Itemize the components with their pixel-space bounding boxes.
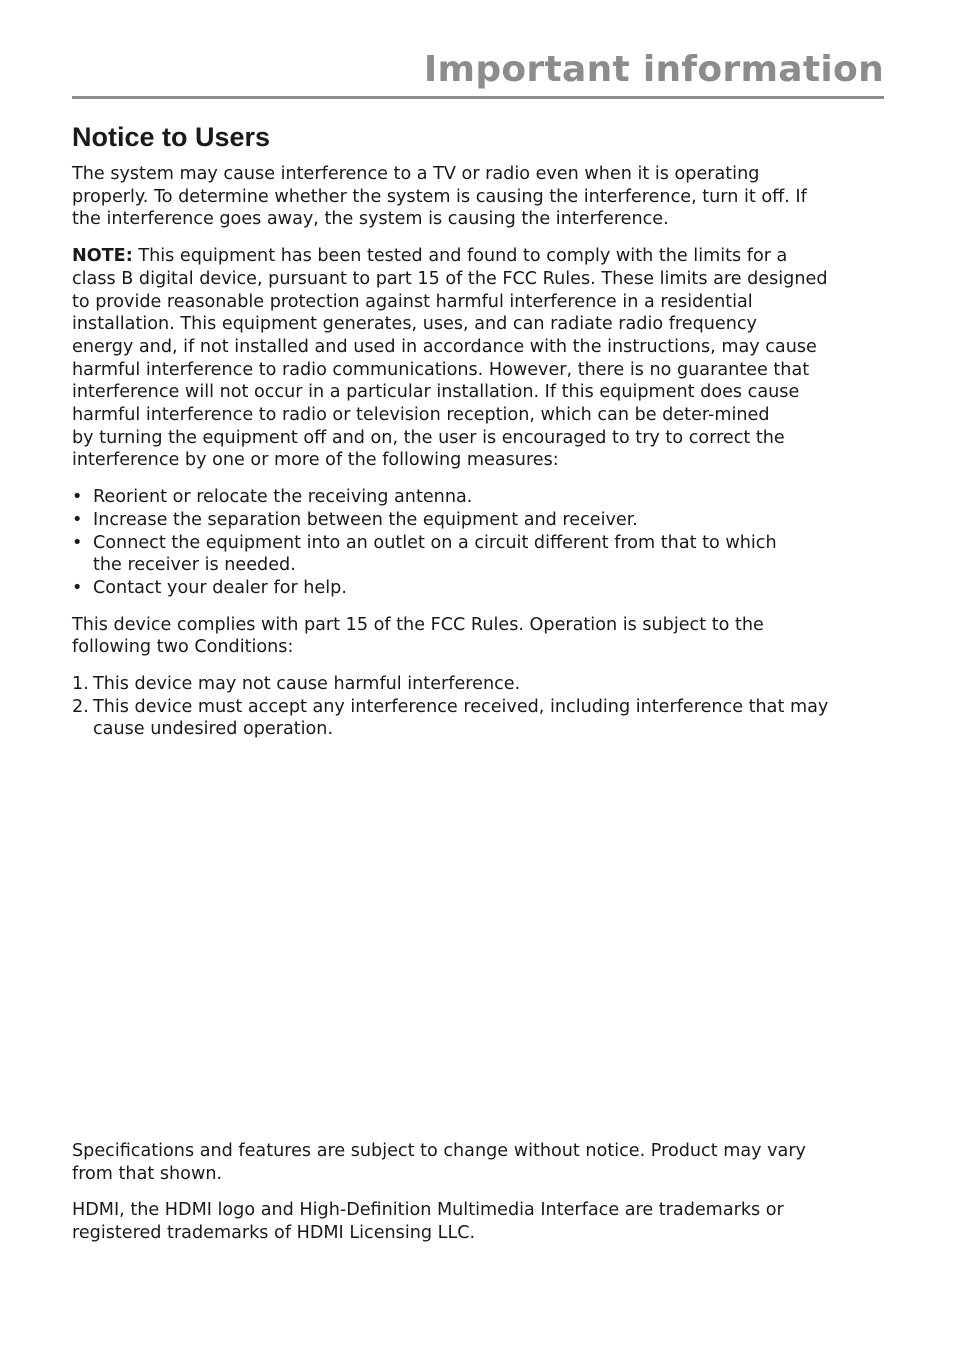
text-line: This device must accept any interference received, including interference that may <box>93 696 829 717</box>
note-paragraph <box>72 245 884 472</box>
list-item <box>72 486 884 509</box>
text-line: Contact your dealer for help. <box>93 577 347 598</box>
text-line: Increase the separation between the equipment and receiver. <box>93 509 638 530</box>
text-line: Reorient or relocate the receiving antenna. <box>93 487 473 508</box>
text-line: Connect the equipment into an outlet on a circuit different from that to which <box>93 532 777 553</box>
text-line: to provide reasonable protection against harmful interference in a residential <box>72 291 753 312</box>
notice-section <box>72 118 884 755</box>
text-line: harmful interference to radio or television reception, which can be deter-mined <box>72 405 770 426</box>
number-marker: 1. <box>72 674 89 695</box>
text-line: Specifications and features are subject to change without notice. Product may vary <box>72 1141 806 1161</box>
list-item <box>72 673 884 696</box>
text-line: energy and, if not installed and used in accordance with the instructions, may cause <box>72 336 817 357</box>
specs-paragraph <box>72 1140 884 1185</box>
text-line: the interference goes away, the system is causing the interference. <box>72 209 669 230</box>
list-item <box>72 577 884 600</box>
page-title: Important information <box>423 49 884 90</box>
text-line: harmful interference to radio communications. However, there is no guarantee that <box>72 359 810 380</box>
intro-paragraph <box>72 163 884 231</box>
text-line: HDMI, the HDMI logo and High-Definition Multimedia Interface are trademarks or <box>72 1200 784 1221</box>
text-line <box>72 245 884 268</box>
text-line: registered trademarks of HDMI Licensing LLC. <box>72 1223 476 1244</box>
text-line: cause undesired operation. <box>93 719 334 740</box>
page-header <box>72 44 884 99</box>
measures-list <box>72 486 884 600</box>
bullet-marker: • <box>72 487 83 508</box>
text-line: interference by one or more of the following measures: <box>72 450 559 471</box>
text-line: class B digital device, pursuant to part 15 of the FCC Rules. These limits are designed <box>72 268 828 289</box>
text-line: The system may cause interference to a TV or radio even when it is operating <box>72 164 760 184</box>
text-line: installation. This equipment generates, uses, and can radiate radio frequency <box>72 314 757 335</box>
text-line: This device complies with part 15 of the FCC Rules. Operation is subject to the <box>72 614 764 635</box>
note-text: This equipment has been tested and found to comply with the limits for a <box>132 246 788 267</box>
conditions-list <box>72 673 884 741</box>
list-item <box>72 696 884 741</box>
list-item <box>72 509 884 532</box>
list-item <box>72 532 884 577</box>
text-line: the receiver is needed. <box>93 555 296 576</box>
bullet-marker: • <box>72 577 83 598</box>
text-line: properly. To determine whether the system is causing the interference, turn it off. If <box>72 186 807 207</box>
text-line: This device may not cause harmful interference. <box>93 674 521 695</box>
text-line: following two Conditions: <box>72 637 294 658</box>
bullet-marker: • <box>72 532 83 553</box>
text-line: from that shown. <box>72 1163 223 1184</box>
footer-notes <box>72 1140 884 1259</box>
text-line: by turning the equipment off and on, the user is encouraged to try to correct the <box>72 427 785 448</box>
text-line: interference will not occur in a particular installation. If this equipment does cause <box>72 382 800 403</box>
compliance-paragraph <box>72 614 884 659</box>
note-label: NOTE: <box>72 246 133 267</box>
section-heading: Notice to Users <box>72 122 271 152</box>
number-marker: 2. <box>72 696 89 717</box>
hdmi-trademark-paragraph <box>72 1199 884 1244</box>
bullet-marker: • <box>72 509 83 530</box>
